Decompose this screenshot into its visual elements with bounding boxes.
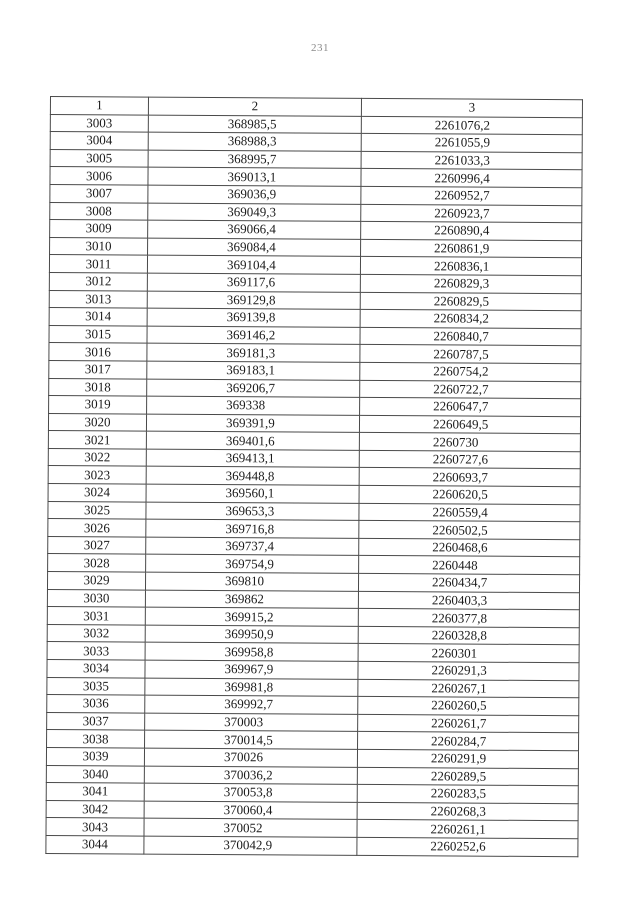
point-number-cell: 3040 bbox=[46, 765, 144, 783]
x-coordinate-cell: 369560,1 bbox=[146, 484, 359, 503]
point-number-cell: 3022 bbox=[48, 448, 146, 466]
x-coordinate-cell: 370042,9 bbox=[144, 836, 357, 855]
point-number-cell: 3044 bbox=[46, 835, 144, 853]
x-coordinate-cell: 370060,4 bbox=[144, 801, 357, 820]
x-coordinate-cell: 369338 bbox=[147, 396, 360, 415]
y-coordinate-cell: 2260260,5 bbox=[358, 697, 579, 716]
x-coordinate-cell: 370003 bbox=[145, 713, 358, 732]
y-coordinate-cell: 2260377,8 bbox=[358, 609, 579, 628]
point-number-cell: 3018 bbox=[49, 378, 147, 396]
y-coordinate-cell: 2260267,1 bbox=[358, 679, 579, 698]
y-coordinate-cell: 2260829,5 bbox=[360, 292, 581, 311]
x-coordinate-cell: 369391,9 bbox=[146, 414, 359, 433]
point-number-cell: 3010 bbox=[50, 237, 148, 255]
point-number-cell: 3033 bbox=[47, 642, 145, 660]
point-number-cell: 3029 bbox=[47, 572, 145, 590]
x-coordinate-cell: 368985,5 bbox=[148, 115, 361, 134]
y-coordinate-cell: 2260836,1 bbox=[360, 257, 581, 276]
y-coordinate-cell: 2261076,2 bbox=[361, 116, 582, 135]
x-coordinate-cell: 369950,9 bbox=[145, 625, 358, 644]
point-number-cell: 3016 bbox=[49, 343, 147, 361]
x-coordinate-cell: 369129,8 bbox=[147, 291, 360, 310]
point-number-cell: 3023 bbox=[48, 466, 146, 484]
x-coordinate-cell: 369066,4 bbox=[148, 220, 361, 239]
point-number-cell: 3035 bbox=[47, 677, 145, 695]
point-number-cell: 3020 bbox=[48, 413, 146, 431]
y-coordinate-cell: 2260649,5 bbox=[359, 415, 580, 434]
x-coordinate-cell: 368988,3 bbox=[148, 132, 361, 151]
x-coordinate-cell: 369401,6 bbox=[146, 431, 359, 450]
point-number-cell: 3015 bbox=[49, 325, 147, 343]
point-number-cell: 3003 bbox=[50, 114, 148, 132]
point-number-cell: 3011 bbox=[49, 255, 147, 273]
page-number: 231 bbox=[311, 42, 329, 54]
x-coordinate-cell: 369967,9 bbox=[145, 660, 358, 679]
y-coordinate-cell: 2260787,5 bbox=[360, 345, 581, 364]
point-number-cell: 3034 bbox=[47, 659, 145, 677]
y-coordinate-cell: 2261033,3 bbox=[361, 151, 582, 170]
x-coordinate-cell: 369206,7 bbox=[147, 379, 360, 398]
y-coordinate-cell: 2260620,5 bbox=[359, 485, 580, 504]
point-number-cell: 3031 bbox=[47, 607, 145, 625]
column-header-3: 3 bbox=[361, 98, 582, 117]
point-number-cell: 3042 bbox=[46, 800, 144, 818]
y-coordinate-cell: 2260468,6 bbox=[359, 538, 580, 557]
x-coordinate-cell: 369013,1 bbox=[148, 167, 361, 186]
x-coordinate-cell: 369049,3 bbox=[148, 203, 361, 222]
point-number-cell: 3037 bbox=[47, 712, 145, 730]
x-coordinate-cell: 369653,3 bbox=[146, 502, 359, 521]
point-number-cell: 3005 bbox=[50, 149, 148, 167]
point-number-cell: 3021 bbox=[48, 431, 146, 449]
point-number-cell: 3019 bbox=[49, 396, 147, 414]
y-coordinate-cell: 2260693,7 bbox=[359, 468, 580, 487]
x-coordinate-cell: 370053,8 bbox=[144, 783, 357, 802]
y-coordinate-cell: 2260890,4 bbox=[361, 222, 582, 241]
y-coordinate-cell: 2260559,4 bbox=[359, 503, 580, 522]
y-coordinate-cell: 2260727,6 bbox=[359, 450, 580, 469]
point-number-cell: 3036 bbox=[47, 695, 145, 713]
y-coordinate-cell: 2260502,5 bbox=[359, 521, 580, 540]
point-number-cell: 3017 bbox=[49, 360, 147, 378]
x-coordinate-cell: 369737,4 bbox=[146, 537, 359, 556]
x-coordinate-cell: 369117,6 bbox=[147, 273, 360, 292]
point-number-cell: 3030 bbox=[47, 589, 145, 607]
x-coordinate-cell: 369084,4 bbox=[148, 238, 361, 257]
x-coordinate-cell: 370026 bbox=[144, 748, 357, 767]
y-coordinate-cell: 2260403,3 bbox=[358, 591, 579, 610]
x-coordinate-cell: 369104,4 bbox=[147, 255, 360, 274]
point-number-cell: 3014 bbox=[49, 308, 147, 326]
point-number-cell: 3038 bbox=[47, 730, 145, 748]
point-number-cell: 3039 bbox=[46, 747, 144, 765]
x-coordinate-cell: 369992,7 bbox=[145, 695, 358, 714]
y-coordinate-cell: 2260261,1 bbox=[357, 820, 578, 839]
y-coordinate-cell: 2260291,9 bbox=[357, 749, 578, 768]
y-coordinate-cell: 2260829,3 bbox=[360, 274, 581, 293]
y-coordinate-cell: 2260261,7 bbox=[358, 714, 579, 733]
y-coordinate-cell: 2260861,9 bbox=[361, 239, 582, 258]
x-coordinate-cell: 369448,8 bbox=[146, 467, 359, 486]
point-number-cell: 3041 bbox=[46, 783, 144, 801]
y-coordinate-cell: 2260996,4 bbox=[361, 169, 582, 188]
y-coordinate-cell: 2260301 bbox=[358, 644, 579, 663]
column-header-2: 2 bbox=[148, 97, 361, 116]
point-number-cell: 3025 bbox=[48, 501, 146, 519]
y-coordinate-cell: 2260283,5 bbox=[357, 785, 578, 804]
point-number-cell: 3027 bbox=[48, 536, 146, 554]
y-coordinate-cell: 2260952,7 bbox=[361, 186, 582, 205]
point-number-cell: 3009 bbox=[50, 220, 148, 238]
x-coordinate-cell: 370036,2 bbox=[144, 766, 357, 785]
x-coordinate-cell: 370014,5 bbox=[145, 730, 358, 749]
point-number-cell: 3043 bbox=[46, 818, 144, 836]
y-coordinate-cell: 2261055,9 bbox=[361, 134, 582, 153]
x-coordinate-cell: 369958,8 bbox=[145, 642, 358, 661]
x-coordinate-cell: 368995,7 bbox=[148, 150, 361, 169]
y-coordinate-cell: 2260448 bbox=[359, 556, 580, 575]
y-coordinate-cell: 2260722,7 bbox=[360, 380, 581, 399]
y-coordinate-cell: 2260647,7 bbox=[360, 397, 581, 416]
x-coordinate-cell: 370052 bbox=[144, 818, 357, 837]
x-coordinate-cell: 369036,9 bbox=[148, 185, 361, 204]
y-coordinate-cell: 2260840,7 bbox=[360, 327, 581, 346]
y-coordinate-cell: 2260834,2 bbox=[360, 310, 581, 329]
y-coordinate-cell: 2260328,8 bbox=[358, 626, 579, 645]
point-number-cell: 3007 bbox=[50, 184, 148, 202]
point-number-cell: 3013 bbox=[49, 290, 147, 308]
x-coordinate-cell: 369146,2 bbox=[147, 326, 360, 345]
table-body bbox=[46, 114, 583, 856]
x-coordinate-cell: 369181,3 bbox=[147, 343, 360, 362]
point-number-cell: 3024 bbox=[48, 484, 146, 502]
point-number-cell: 3028 bbox=[48, 554, 146, 572]
x-coordinate-cell: 369413,1 bbox=[146, 449, 359, 468]
x-coordinate-cell: 369754,9 bbox=[146, 555, 359, 574]
y-coordinate-cell: 2260291,3 bbox=[358, 661, 579, 680]
y-coordinate-cell: 2260289,5 bbox=[357, 767, 578, 786]
y-coordinate-cell: 2260434,7 bbox=[358, 573, 579, 592]
x-coordinate-cell: 369810 bbox=[145, 572, 358, 591]
point-number-cell: 3004 bbox=[50, 132, 148, 150]
y-coordinate-cell: 2260284,7 bbox=[358, 732, 579, 751]
y-coordinate-cell: 2260730 bbox=[359, 433, 580, 452]
y-coordinate-cell: 2260252,6 bbox=[357, 837, 578, 856]
x-coordinate-cell: 369716,8 bbox=[146, 519, 359, 538]
column-header-1: 1 bbox=[50, 97, 148, 115]
x-coordinate-cell: 369862 bbox=[145, 590, 358, 609]
x-coordinate-cell: 369915,2 bbox=[145, 607, 358, 626]
x-coordinate-cell: 369981,8 bbox=[145, 678, 358, 697]
point-number-cell: 3032 bbox=[47, 624, 145, 642]
point-number-cell: 3008 bbox=[50, 202, 148, 220]
y-coordinate-cell: 2260923,7 bbox=[361, 204, 582, 223]
x-coordinate-cell: 369183,1 bbox=[147, 361, 360, 380]
coordinates-table bbox=[45, 96, 583, 857]
point-number-cell: 3012 bbox=[49, 272, 147, 290]
y-coordinate-cell: 2260754,2 bbox=[360, 362, 581, 381]
table-row bbox=[46, 835, 578, 856]
x-coordinate-cell: 369139,8 bbox=[147, 308, 360, 327]
point-number-cell: 3026 bbox=[48, 519, 146, 537]
y-coordinate-cell: 2260268,3 bbox=[357, 802, 578, 821]
point-number-cell: 3006 bbox=[50, 167, 148, 185]
